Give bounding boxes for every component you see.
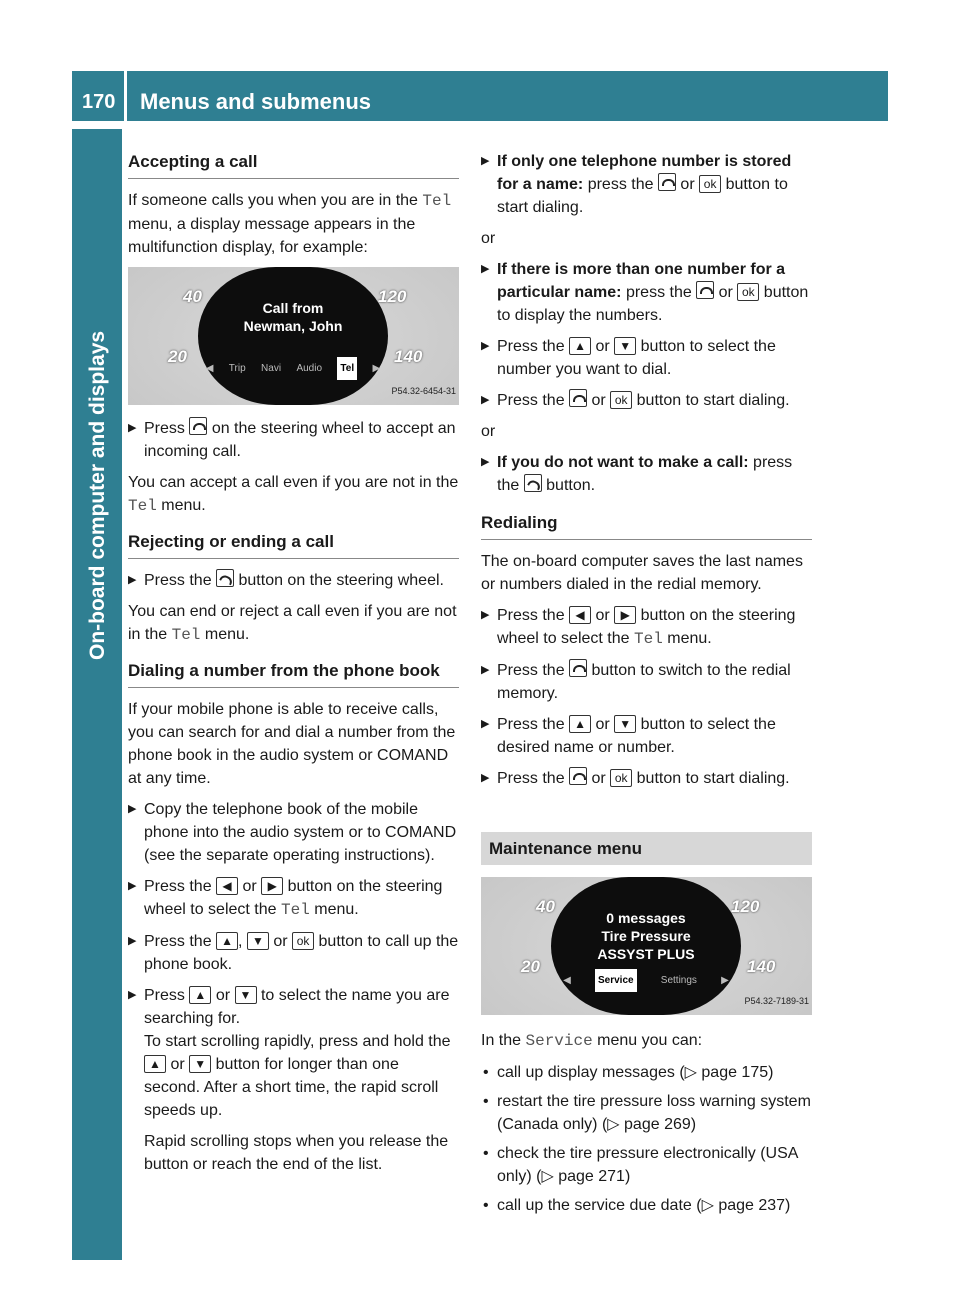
left-key-icon: ◀ xyxy=(216,877,238,895)
display-message-line: ASSYST PLUS xyxy=(597,946,695,962)
down-key-icon: ▼ xyxy=(189,1055,211,1073)
menu-item: Settings xyxy=(660,975,697,986)
menu-item-selected: Service xyxy=(595,969,637,992)
display-menu-bar xyxy=(198,357,388,380)
service-intro: In the Service menu you can: xyxy=(481,1032,703,1050)
side-tab-label: On-board computer and displays xyxy=(86,330,109,660)
accept-note: You can accept a call even if you are not in the Tel menu. xyxy=(128,474,459,515)
figure-code: P54.32-7189-31 xyxy=(744,996,809,1006)
speed-label: 20 xyxy=(168,347,187,366)
multi-number-step: ▶ If there is more than one number for a particular name: press the or ok button to display the numbers. xyxy=(481,258,812,327)
right-key-icon: ▶ xyxy=(614,606,636,624)
speed-label: 20 xyxy=(521,957,540,976)
reject-step: ▶ Press the button on the steering wheel. xyxy=(128,569,459,592)
down-key-icon: ▼ xyxy=(247,932,269,950)
accept-heading: Accepting a call xyxy=(128,150,459,179)
down-key-icon: ▼ xyxy=(614,715,636,733)
dial-step: ▶ Press the ◀ or ▶ button on the steering wheel to select the Tel menu. xyxy=(128,875,459,922)
redial-step: ▶ Press the or ok button to start dialing. xyxy=(481,767,812,790)
redial-step: ▶ Press the ◀ or ▶ button on the steering wheel to select the Tel menu. xyxy=(481,604,812,651)
service-list-item: • restart the tire pressure loss warning system (Canada only) (▷ page 269) xyxy=(481,1090,812,1136)
ok-key-icon: ok xyxy=(610,391,632,409)
header-divider xyxy=(124,71,127,121)
ok-key-icon: ok xyxy=(292,932,314,950)
menu-right-arrow-icon: ▶ xyxy=(372,363,381,374)
phone-pickup-icon xyxy=(569,389,587,407)
right-column xyxy=(481,150,812,1223)
no-call-step: ▶ If you do not want to make a call: press the button. xyxy=(481,451,812,497)
phone-pickup-icon xyxy=(569,659,587,677)
menu-right-arrow-icon: ▶ xyxy=(721,975,729,986)
dial-step: ▶ Press ▲ or ▼ to select the name you are searching for. To start scrolling rapidly, press and hold the ▲ or ▼ button for longer than one second. After a short time, the rapid scroll speeds up. xyxy=(128,984,459,1122)
speed-label: 120 xyxy=(378,287,407,306)
down-key-icon: ▼ xyxy=(235,986,257,1004)
redial-intro: The on-board computer saves the last names or numbers dialed in the redial memory. xyxy=(481,553,803,593)
redial-step: ▶ Press the button to switch to the redial memory. xyxy=(481,659,812,705)
side-tab xyxy=(72,129,122,1260)
menu-item: Audio xyxy=(296,363,323,374)
phone-pickup-icon xyxy=(189,417,207,435)
ok-key-icon: ok xyxy=(610,769,632,787)
up-key-icon: ▲ xyxy=(189,986,211,1004)
or-text: or xyxy=(481,230,496,247)
ok-key-icon: ok xyxy=(737,283,759,301)
reject-note: You can end or reject a call even if you are not in the Tel menu. xyxy=(128,603,457,644)
page-number: 170 xyxy=(82,91,116,113)
display-message-line: Call from xyxy=(262,300,324,316)
or-text: or xyxy=(481,423,496,440)
phone-pickup-icon xyxy=(696,281,714,299)
up-key-icon: ▲ xyxy=(569,337,591,355)
maintenance-display-image xyxy=(481,877,812,1015)
service-list-item: • call up display messages (▷ page 175) xyxy=(481,1061,812,1084)
display-message-line: 0 messages xyxy=(606,910,686,926)
call-display-image xyxy=(128,267,459,405)
phone-pickup-icon xyxy=(658,173,676,191)
figure-code: P54.32-6454-31 xyxy=(391,386,456,396)
right-key-icon: ▶ xyxy=(261,877,283,895)
speed-label: 140 xyxy=(394,347,423,366)
display-message-line: Newman, John xyxy=(243,318,343,334)
dial-intro: If your mobile phone is able to receive calls, you can search for and dial a number from the phone book in the audio system or COMAND at any time. xyxy=(128,701,456,787)
redial-heading: Redialing xyxy=(481,511,812,540)
dial-step: ▶ Copy the telephone book of the mobile phone into the audio system or to COMAND (see the separate operating instructions). xyxy=(128,798,459,867)
down-key-icon: ▼ xyxy=(614,337,636,355)
up-key-icon: ▲ xyxy=(569,715,591,733)
dial-note: Rapid scrolling stops when you release the button or reach the end of the list. xyxy=(144,1133,449,1173)
maintenance-heading: Maintenance menu xyxy=(481,832,812,865)
dial-step: ▶ Press the ▲ , ▼ or ok button to call up the phone book. xyxy=(128,930,459,976)
display-menu-bar xyxy=(551,969,741,992)
page-title: Menus and submenus xyxy=(140,89,372,114)
left-key-icon: ◀ xyxy=(569,606,591,624)
menu-item-selected: Tel xyxy=(337,357,357,380)
single-number-step: ▶ If only one telephone number is stored for a name: press the or ok button to start dialing. xyxy=(481,150,812,219)
service-list-item: • check the tire pressure electronically (USA only) (▷ page 271) xyxy=(481,1142,812,1188)
phone-hangup-icon xyxy=(524,474,542,492)
speed-label: 120 xyxy=(731,897,760,916)
dial-heading: Dialing a number from the phone book xyxy=(128,659,459,688)
phone-hangup-icon xyxy=(216,569,234,587)
up-key-icon: ▲ xyxy=(216,932,238,950)
redial-step: ▶ Press the ▲ or ▼ button to select the desired name or number. xyxy=(481,713,812,759)
reject-heading: Rejecting or ending a call xyxy=(128,530,459,559)
multi-number-step: ▶ Press the or ok button to start dialing. xyxy=(481,389,812,412)
display-screen xyxy=(198,267,388,405)
service-list-item: • call up the service due date (▷ page 237) xyxy=(481,1194,812,1217)
accept-step: ▶ Press on the steering wheel to accept an incoming call. xyxy=(128,417,459,463)
ok-key-icon: ok xyxy=(699,175,721,193)
speed-label: 40 xyxy=(183,287,202,306)
up-key-icon: ▲ xyxy=(144,1055,166,1073)
display-message-line: Tire Pressure xyxy=(601,928,691,944)
multi-number-step: ▶ Press the ▲ or ▼ button to select the number you want to dial. xyxy=(481,335,812,381)
menu-left-arrow-icon: ◀ xyxy=(563,975,571,986)
left-column xyxy=(128,150,459,1184)
speed-label: 40 xyxy=(536,897,555,916)
menu-item: Trip xyxy=(228,363,246,374)
menu-item: Navi xyxy=(261,363,282,374)
speed-label: 140 xyxy=(747,957,776,976)
phone-pickup-icon xyxy=(569,767,587,785)
menu-left-arrow-icon: ◀ xyxy=(205,363,214,374)
accept-intro: If someone calls you when you are in the Tel menu, a display message appears in the multifunction display, for example: xyxy=(128,192,452,256)
